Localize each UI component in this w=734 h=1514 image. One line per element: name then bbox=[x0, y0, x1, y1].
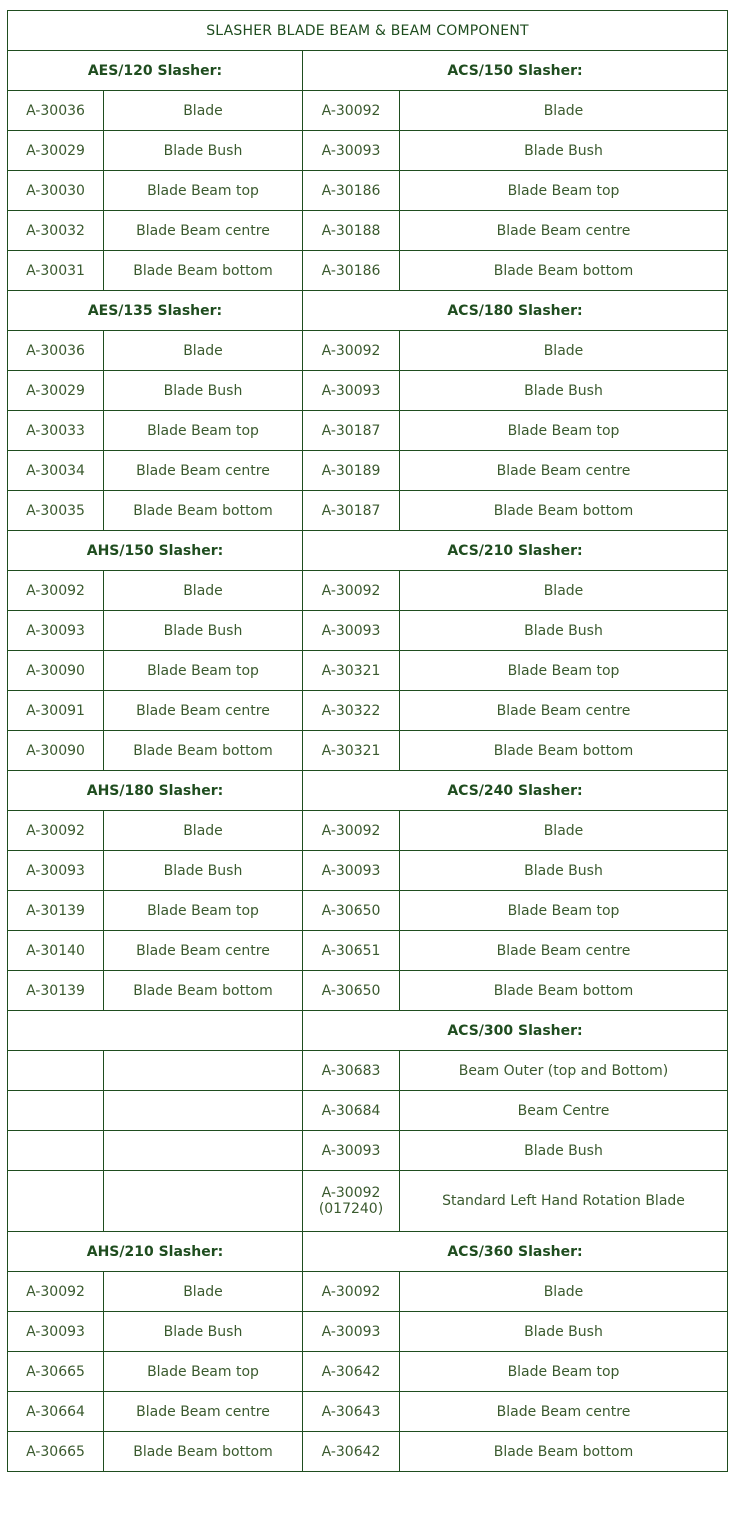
table-row bbox=[8, 1352, 728, 1392]
table-row bbox=[8, 1091, 728, 1131]
parts-table bbox=[7, 10, 728, 1472]
part-code-right: A-30092 (017240) bbox=[303, 1171, 400, 1232]
part-code-right: A-30650 bbox=[303, 971, 400, 1011]
part-name-left: Blade bbox=[104, 1272, 303, 1312]
table-row bbox=[8, 731, 728, 771]
part-name-right: Blade bbox=[400, 571, 728, 611]
part-code-right: A-30092 bbox=[303, 811, 400, 851]
table-row bbox=[8, 931, 728, 971]
part-code-right: A-30683 bbox=[303, 1051, 400, 1091]
part-code-left bbox=[8, 1051, 104, 1091]
table-row bbox=[8, 491, 728, 531]
part-code-right: A-30186 bbox=[303, 251, 400, 291]
part-code-left: A-30665 bbox=[8, 1352, 104, 1392]
part-name-left: Blade Beam centre bbox=[104, 1392, 303, 1432]
part-name-right: Blade Beam bottom bbox=[400, 1432, 728, 1472]
part-code-right: A-30092 bbox=[303, 571, 400, 611]
part-code-left: A-30090 bbox=[8, 651, 104, 691]
part-name-left: Blade Beam bottom bbox=[104, 491, 303, 531]
part-code-left bbox=[8, 1171, 104, 1232]
part-code-right: A-30643 bbox=[303, 1392, 400, 1432]
part-name-right: Blade Bush bbox=[400, 131, 728, 171]
group-name-left bbox=[8, 1011, 303, 1051]
part-code-right: A-30322 bbox=[303, 691, 400, 731]
part-code-right: A-30093 bbox=[303, 1131, 400, 1171]
part-name-left: Blade Beam bottom bbox=[104, 251, 303, 291]
part-name-right: Blade Beam top bbox=[400, 891, 728, 931]
table-row bbox=[8, 1171, 728, 1232]
part-code-left: A-30664 bbox=[8, 1392, 104, 1432]
part-code-left: A-30035 bbox=[8, 491, 104, 531]
part-code-left: A-30092 bbox=[8, 1272, 104, 1312]
table-row bbox=[8, 851, 728, 891]
group-header-row bbox=[8, 1011, 728, 1051]
part-name-right: Blade Bush bbox=[400, 611, 728, 651]
table-row bbox=[8, 251, 728, 291]
table-row bbox=[8, 211, 728, 251]
part-name-right: Blade Beam bottom bbox=[400, 251, 728, 291]
part-code-left: A-30140 bbox=[8, 931, 104, 971]
part-name-right: Blade Beam centre bbox=[400, 451, 728, 491]
part-name-right: Blade Beam top bbox=[400, 1352, 728, 1392]
part-code-left: A-30034 bbox=[8, 451, 104, 491]
part-code-left: A-30029 bbox=[8, 131, 104, 171]
part-name-left bbox=[104, 1091, 303, 1131]
part-code-right: A-30642 bbox=[303, 1432, 400, 1472]
table-row bbox=[8, 371, 728, 411]
table-row bbox=[8, 1312, 728, 1352]
part-name-left: Blade Bush bbox=[104, 611, 303, 651]
part-code-left: A-30091 bbox=[8, 691, 104, 731]
part-code-left: A-30031 bbox=[8, 251, 104, 291]
group-header-row bbox=[8, 51, 728, 91]
part-name-left: Blade bbox=[104, 331, 303, 371]
part-code-right: A-30187 bbox=[303, 491, 400, 531]
part-code-left: A-30665 bbox=[8, 1432, 104, 1472]
table-row bbox=[8, 171, 728, 211]
part-code-right: A-30650 bbox=[303, 891, 400, 931]
part-name-left: Blade Beam centre bbox=[104, 931, 303, 971]
part-name-left: Blade bbox=[104, 571, 303, 611]
part-name-left: Blade Beam bottom bbox=[104, 1432, 303, 1472]
part-name-right: Blade Bush bbox=[400, 371, 728, 411]
group-name-left: AHS/180 Slasher: bbox=[8, 771, 303, 811]
part-name-left: Blade Bush bbox=[104, 371, 303, 411]
part-code-left: A-30139 bbox=[8, 971, 104, 1011]
part-name-right: Blade Bush bbox=[400, 1131, 728, 1171]
part-code-left: A-30093 bbox=[8, 851, 104, 891]
part-name-right: Blade Beam top bbox=[400, 651, 728, 691]
group-header-row bbox=[8, 1232, 728, 1272]
part-name-left: Blade Beam top bbox=[104, 891, 303, 931]
table-row bbox=[8, 1051, 728, 1091]
part-name-left: Blade Beam centre bbox=[104, 451, 303, 491]
table-row bbox=[8, 571, 728, 611]
group-name-right: ACS/210 Slasher: bbox=[303, 531, 728, 571]
part-code-right: A-30092 bbox=[303, 91, 400, 131]
part-code-right: A-30093 bbox=[303, 1312, 400, 1352]
part-name-right: Beam Outer (top and Bottom) bbox=[400, 1051, 728, 1091]
part-code-left: A-30139 bbox=[8, 891, 104, 931]
part-name-right: Blade bbox=[400, 91, 728, 131]
part-name-left: Blade Beam top bbox=[104, 171, 303, 211]
part-code-left: A-30036 bbox=[8, 331, 104, 371]
part-name-right: Blade Beam centre bbox=[400, 931, 728, 971]
table-row bbox=[8, 891, 728, 931]
part-code-left: A-30090 bbox=[8, 731, 104, 771]
part-name-left: Blade Beam top bbox=[104, 1352, 303, 1392]
table-row bbox=[8, 971, 728, 1011]
table-row bbox=[8, 91, 728, 131]
part-code-right: A-30092 bbox=[303, 331, 400, 371]
part-code-right: A-30642 bbox=[303, 1352, 400, 1392]
part-name-left: Blade bbox=[104, 91, 303, 131]
part-name-right: Blade Beam top bbox=[400, 171, 728, 211]
table-row bbox=[8, 1392, 728, 1432]
part-code-left: A-30033 bbox=[8, 411, 104, 451]
part-code-left: A-30029 bbox=[8, 371, 104, 411]
part-name-right: Blade bbox=[400, 331, 728, 371]
part-name-right: Blade Beam top bbox=[400, 411, 728, 451]
group-name-left: AHS/150 Slasher: bbox=[8, 531, 303, 571]
part-name-left bbox=[104, 1171, 303, 1232]
part-code-right: A-30093 bbox=[303, 131, 400, 171]
group-name-left: AES/135 Slasher: bbox=[8, 291, 303, 331]
table-row bbox=[8, 611, 728, 651]
group-name-right: ACS/180 Slasher: bbox=[303, 291, 728, 331]
part-code-right: A-30093 bbox=[303, 851, 400, 891]
part-name-left: Blade Bush bbox=[104, 131, 303, 171]
table-row bbox=[8, 131, 728, 171]
part-name-left: Blade Beam centre bbox=[104, 211, 303, 251]
part-name-right: Blade Beam bottom bbox=[400, 731, 728, 771]
table-row bbox=[8, 331, 728, 371]
table-row bbox=[8, 411, 728, 451]
part-code-right: A-30093 bbox=[303, 371, 400, 411]
part-code-right: A-30651 bbox=[303, 931, 400, 971]
part-name-left: Blade Beam top bbox=[104, 411, 303, 451]
part-code-right: A-30189 bbox=[303, 451, 400, 491]
part-name-left: Blade bbox=[104, 811, 303, 851]
part-code-right: A-30188 bbox=[303, 211, 400, 251]
part-code-right: A-30321 bbox=[303, 651, 400, 691]
part-code-left: A-30092 bbox=[8, 571, 104, 611]
part-name-left bbox=[104, 1051, 303, 1091]
table-row bbox=[8, 451, 728, 491]
part-code-right: A-30092 bbox=[303, 1272, 400, 1312]
part-name-right: Blade bbox=[400, 1272, 728, 1312]
group-name-left: AHS/210 Slasher: bbox=[8, 1232, 303, 1272]
part-code-right: A-30093 bbox=[303, 611, 400, 651]
table-row bbox=[8, 651, 728, 691]
part-name-right: Blade Beam centre bbox=[400, 1392, 728, 1432]
table-row bbox=[8, 811, 728, 851]
part-name-right: Blade Bush bbox=[400, 851, 728, 891]
parts-table-container bbox=[7, 10, 727, 1472]
part-name-left bbox=[104, 1131, 303, 1171]
table-row bbox=[8, 1432, 728, 1472]
part-code-left: A-30092 bbox=[8, 811, 104, 851]
part-name-right: Blade bbox=[400, 811, 728, 851]
part-name-right: Beam Centre bbox=[400, 1091, 728, 1131]
part-code-left bbox=[8, 1091, 104, 1131]
part-name-right: Blade Beam bottom bbox=[400, 491, 728, 531]
table-row bbox=[8, 1272, 728, 1312]
part-name-left: Blade Beam top bbox=[104, 651, 303, 691]
part-name-left: Blade Beam centre bbox=[104, 691, 303, 731]
part-code-left bbox=[8, 1131, 104, 1171]
group-name-right: ACS/150 Slasher: bbox=[303, 51, 728, 91]
part-name-left: Blade Bush bbox=[104, 1312, 303, 1352]
part-name-left: Blade Bush bbox=[104, 851, 303, 891]
table-row bbox=[8, 691, 728, 731]
group-header-row bbox=[8, 291, 728, 331]
part-code-left: A-30030 bbox=[8, 171, 104, 211]
group-name-right: ACS/300 Slasher: bbox=[303, 1011, 728, 1051]
table-row bbox=[8, 1131, 728, 1171]
group-name-right: ACS/240 Slasher: bbox=[303, 771, 728, 811]
group-name-left: AES/120 Slasher: bbox=[8, 51, 303, 91]
group-name-right: ACS/360 Slasher: bbox=[303, 1232, 728, 1272]
part-name-right: Blade Beam centre bbox=[400, 211, 728, 251]
part-name-right: Blade Beam bottom bbox=[400, 971, 728, 1011]
group-header-row bbox=[8, 771, 728, 811]
part-code-right: A-30321 bbox=[303, 731, 400, 771]
group-header-row bbox=[8, 531, 728, 571]
part-code-right: A-30186 bbox=[303, 171, 400, 211]
part-code-right: A-30187 bbox=[303, 411, 400, 451]
part-name-right: Blade Bush bbox=[400, 1312, 728, 1352]
part-code-left: A-30036 bbox=[8, 91, 104, 131]
part-name-left: Blade Beam bottom bbox=[104, 731, 303, 771]
part-name-left: Blade Beam bottom bbox=[104, 971, 303, 1011]
part-name-right: Blade Beam centre bbox=[400, 691, 728, 731]
part-code-left: A-30093 bbox=[8, 1312, 104, 1352]
title-row bbox=[8, 11, 728, 51]
part-code-right: A-30684 bbox=[303, 1091, 400, 1131]
part-name-right: Standard Left Hand Rotation Blade bbox=[400, 1171, 728, 1232]
table-title: SLASHER BLADE BEAM & BEAM COMPONENT bbox=[8, 11, 728, 51]
part-code-left: A-30093 bbox=[8, 611, 104, 651]
parts-table-body bbox=[8, 11, 728, 1472]
part-code-left: A-30032 bbox=[8, 211, 104, 251]
